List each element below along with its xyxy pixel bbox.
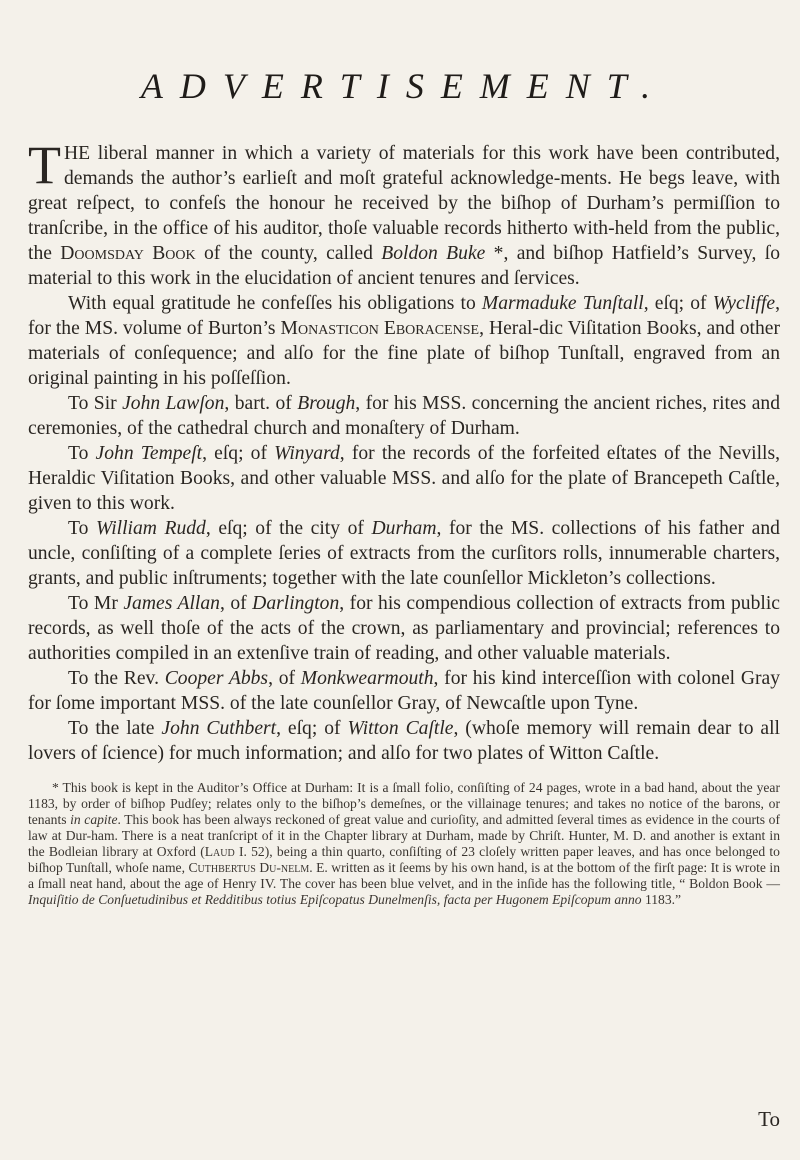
doomsday-book: Doomsday Book [60,243,196,264]
paragraph-rudd: To William Rudd, eſq; of the city of Durham, for the MS. collections of his father and uncle, conſiſting of a complete ſeries of extracts from the curſitors rolls, innumerable charters, grants, and public inſtruments; together with the late counſellor Mickleton’s collections. [28,518,780,589]
body-text [28,135,781,766]
paragraph-intro: THE liberal manner in which a variety of materials for this work have been contributed, demands the author’s earlieſt and moſt grateful acknowledge-ments. He begs leave, with great reſpect, to confeſs the honour he received by the biſhop of Durham’s permiſſion to tranſcribe, in the office of his auditor, thoſe valuable records hitherto with-held from the public, the Doomsday Book of the county, called Boldon Buke *, and biſhop Hatfield’s Survey, ſo material to this work in the elucidation of ancient tenures and ſervices. [28,135,780,289]
page-title: ADVERTISEMENT. [140,66,668,106]
footnote: * This book is kept in the Auditor’s Office at Durham: It is a ſmall folio, conſiſting of 24 pages, wrote in a bad hand, about the year 1183, by order of biſhop Pudſey; relates only to the biſhop’s demeſnes, or the villainage tenures; and takes no notice of the barons, or tenants in capite. This book has been always reckoned of great value and curioſity, and admitted ſeveral times as evidence in the courts of law at Dur-ham. There is a neat tranſcript of it in the Chapter library at Durham, made by Chriſt. Hunter, M. D. and another is extant in the Bodleian library at Oxford (Laud I. 52), being a thin quarto, conſiſting of 23 cloſely written paper leaves, and has once belonged to biſhop Tunſtall, whoſe name, Cuthbertus Du-nelm. E. written as it ſeems by his own hand, is at the bottom of the firſt page: It is wrote in a ſmall neat hand, about the age of Henry IV. The cover has been blue velvet, and in the inſide has the following title, “ Boldon Book —Inquiſitio de Conſuetudinibus et Redditibus totius Epiſcopatus Dunelmenſis, facta per Hugonem Epiſcopum anno 1183.” [28,780,781,907]
paragraph-cuthbert: To the late John Cuthbert, eſq; of Witton Caſtle, (whoſe memory will remain dear to all lovers of ſcience) for much information; and alſo for two plates of Witton Caſtle. [28,718,781,764]
boldon-buke: Boldon Buke [381,243,486,264]
paragraph-allan: To Mr James Allan, of Darlington, for his compendious collection of extracts from public records, as well thoſe of the acts of the crown, as parliamentary and provincial; references to authorities compiled in an extenſive train of reading, and other valuable materials. [28,593,780,664]
drop-cap: T [28,135,61,195]
page [28,50,780,1150]
catchword: To [758,1107,780,1131]
paragraph-lawson: To Sir John Lawſon, bart. of Brough, for his MSS. concerning the ancient riches, rites and ceremonies, of the cathedral church and monaſtery of Durham. [28,393,780,439]
footnote-marker: * [485,243,504,264]
paragraph-tunstall: With equal gratitude he confeſſes his obligations to Marmaduke Tunſtall, eſq; of Wycliffe, for the MS. volume of Burton’s Monasticon Eboracense, Heral-dic Viſitation Books, and other materials of conſequence; and alſo for the fine plate of biſhop Tunſtall, engraved from an original painting in his poſſeſſion. [28,293,781,389]
paragraph-tempest: To John Tempeſt, eſq; of Winyard, for the records of the forfeited eſtates of the Nevills, Heraldic Viſitation Books, and other valuable MSS. and alſo for the plate of Brancepeth Caſtle, given to this work. [28,443,781,514]
paragraph-abbs: To the Rev. Cooper Abbs, of Monkwearmouth, for his kind interceſſion with colonel Gray for ſome important MSS. of the late counſellor Gray, of Newcaſtle upon Tyne. [28,668,780,714]
